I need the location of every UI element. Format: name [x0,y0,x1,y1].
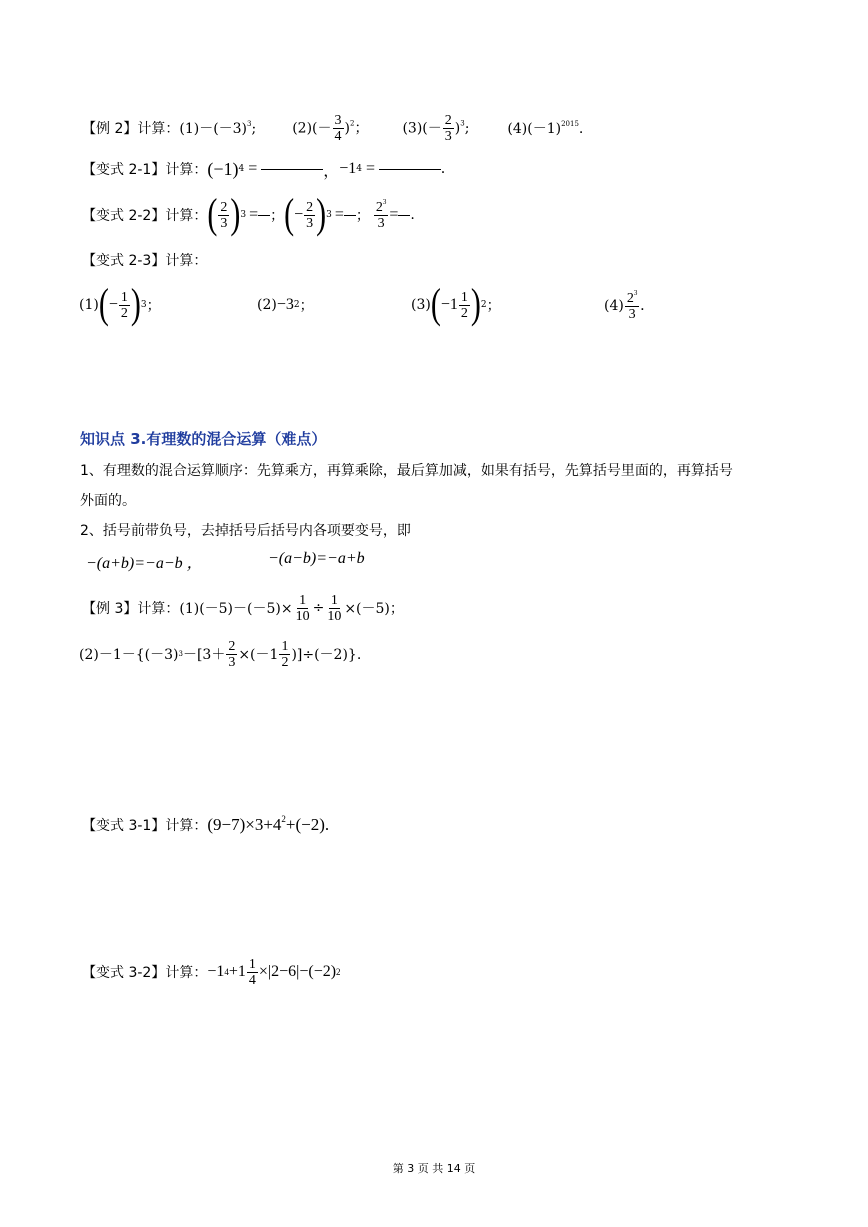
variant-2-3-item-2: (2) − 3 2 ； [257,296,314,314]
variant-2-1-expr1: (−1) [207,158,239,179]
example-3-prompt: 计算： [137,601,180,617]
knowledge-point-3-heading: 知识点 3.有理数的混合运算（难点） [80,430,327,448]
variant-2-1-blank-2 [379,169,441,170]
variant-3-1-line [82,812,329,838]
example-2-item-3: (3)(－ $\frac{2}{3}$ )$^3$; [402,112,470,144]
variant-3-2-expr: −1 4 +1 $\frac{1}{4}$ ×|2−6|−(−2) 2 [207,956,341,988]
example-2-line [82,112,583,144]
variant-3-1-expr: $(9-7)\times 3+4^2+(-2)$. [207,814,330,834]
variant-2-3-title: 【变式 2-3】计算： [82,253,208,269]
variant-2-2-prompt: 计算： [165,208,208,224]
variant-2-3-item-3: (3) ( − 1 $\frac{1}{2}$ ) 2 ； [411,281,501,328]
kp3-rule-1: −(a+b)=−a−b ， [86,555,203,572]
variant-3-2-prompt: 计算： [165,965,208,981]
variant-2-2-blank-1 [258,215,270,216]
variant-2-1-blank-1 [261,169,323,170]
variant-2-1-line: 【变式 2-1】 计算： (−1) 4 = ， −1 4 = . [82,158,446,180]
variant-2-3-item-1: (1) ( − $\frac{1}{2}$ ) 3 ； [79,281,161,328]
kp3-line-1b: 外面的。 [80,493,136,509]
variant-3-1-tag: 【变式 3-1】 [82,818,166,834]
variant-3-1-prompt: 计算： [165,818,208,834]
page-footer: 第 3 页 共 14 页 [392,1162,476,1175]
variant-3-2-tag: 【变式 3-2】 [82,965,166,981]
variant-2-1-expr2: −1 [339,160,357,177]
variant-2-2-tag: 【变式 2-2】 [82,208,166,224]
example-3-tag: 【例 3】 [82,601,138,617]
variant-2-2-blank-3 [398,215,410,216]
example-2-prompt: 计算： [137,121,180,137]
variant-2-3-item-4: (4) $\frac{2^3}{3}$ . [604,288,645,322]
example-2-item-4: $(4)(-1)^{2015}$. [507,120,584,137]
variant-2-2-line: 【变式 2-2】 计算： ( $\frac{2}{3}$ ) 3 = ； ( − $\frac{2}{3}$ ) 3 = ； $\frac{2^3}{3}$ = . [82,191,415,238]
example-3-line-1: 【例 3】 计算： (1)(－5)－(－5)× $\frac{1}{10}$ ÷ $\frac{1}{10}$ ×(－5)； [82,592,404,624]
example-2-tag: 【例 2】 [82,121,138,137]
variant-3-2-line [82,954,341,990]
example-3-line-2: (2)－1－{(－3) 3 －[3＋ $\frac{2}{3}$ ×(－1 $\frac{1}{2}$ )]÷(－2)}. [79,638,362,670]
variant-2-1-tag: 【变式 2-1】 [82,162,166,178]
kp3-line-1: 1、有理数的混合运算顺序：先算乘方，再算乘除，最后算加减，如果有括号，先算括号里面的，再算括号 [80,463,733,479]
variant-2-1-prompt: 计算： [165,162,208,178]
variant-2-2-blank-2 [344,215,356,216]
kp3-line-2: 2、括号前带负号，去掉括号后括号内各项要变号，即 [80,523,411,539]
example-2-item-1: $(1)-(-3)^3$; [179,120,257,137]
example-2-item-2: (2)(－ $\frac{3}{4}$ )$^2$； [292,112,369,144]
kp3-rule-2: −(a−b)=−a+b [268,550,365,567]
